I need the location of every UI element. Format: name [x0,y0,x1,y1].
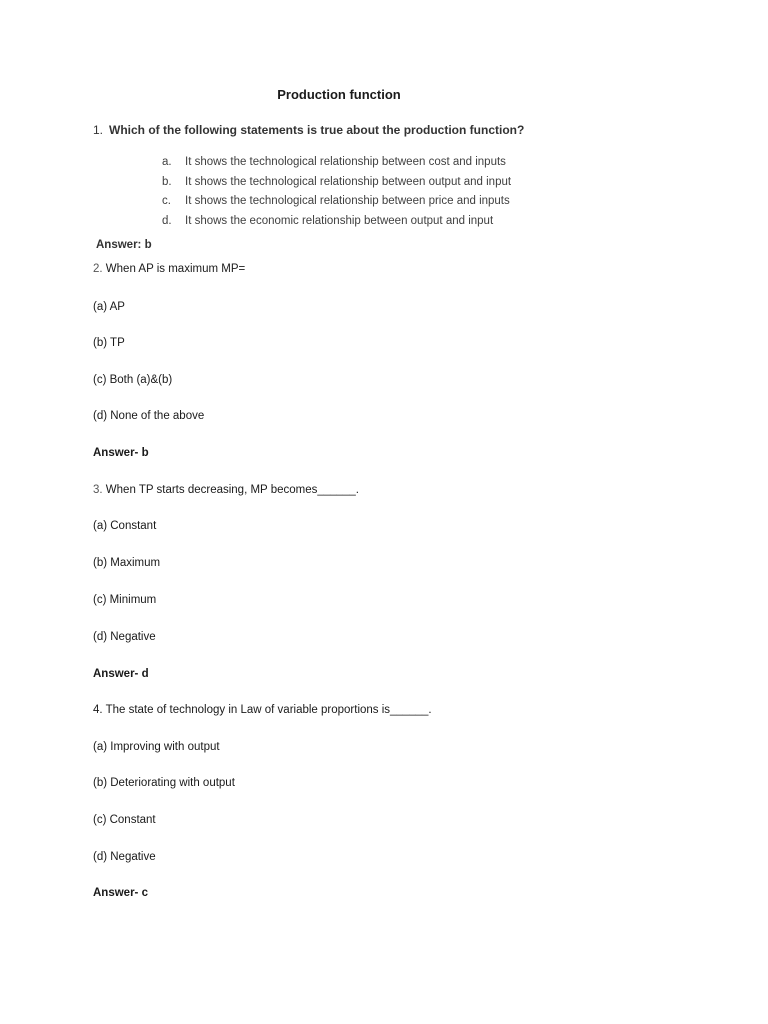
question-4-option-b: (b) Deteriorating with output [93,777,235,789]
option-text: It shows the economic relationship between output and input [185,214,494,227]
question-3 [93,484,359,496]
list-item [162,192,511,212]
question-4-option-a: (a) Improving with output [93,741,220,753]
question-1 [93,123,524,137]
question-3-number: 3. [93,484,103,496]
question-3-option-c: (c) Minimum [93,594,157,606]
question-3-answer: Answer- d [93,668,149,680]
question-4-answer: Answer- c [93,887,148,899]
question-1-options [162,153,511,231]
question-2-option-b: (b) TP [93,337,125,349]
option-letter: c. [162,195,171,207]
question-2-number: 2. [93,263,103,275]
option-letter: d. [162,214,172,227]
question-2-option-c: (c) Both (a)&(b) [93,374,173,386]
option-letter: b. [162,175,172,188]
page-title: Production function [277,87,401,102]
question-2-option-a: (a) AP [93,301,125,313]
question-4-text: 4. The state of technology in Law of variable proportions is______. [93,704,432,716]
question-3-option-a: (a) Constant [93,520,157,532]
question-4-option-c: (c) Constant [93,814,156,826]
question-3-option-d: (d) Negative [93,631,156,643]
question-1-text: Which of the following statements is true about the production function? [109,123,525,137]
option-text: It shows the technological relationship between cost and inputs [185,156,506,168]
question-2 [93,263,245,275]
list-item [162,212,511,232]
question-3-text: When TP starts decreasing, MP becomes______. [105,484,359,496]
question-1-answer: Answer: b [96,239,152,251]
option-text: It shows the technological relationship between price and inputs [185,195,510,207]
question-2-option-d: (d) None of the above [93,410,205,422]
question-2-text: When AP is maximum MP= [105,263,246,275]
option-text: It shows the technological relationship between output and input [185,175,512,188]
question-1-number: 1. [93,123,104,137]
question-4-option-d: (d) Negative [93,851,156,863]
question-2-answer: Answer- b [93,447,149,459]
list-item [162,173,511,193]
option-letter: a. [162,156,172,168]
list-item [162,153,511,173]
question-3-option-b: (b) Maximum [93,557,161,569]
